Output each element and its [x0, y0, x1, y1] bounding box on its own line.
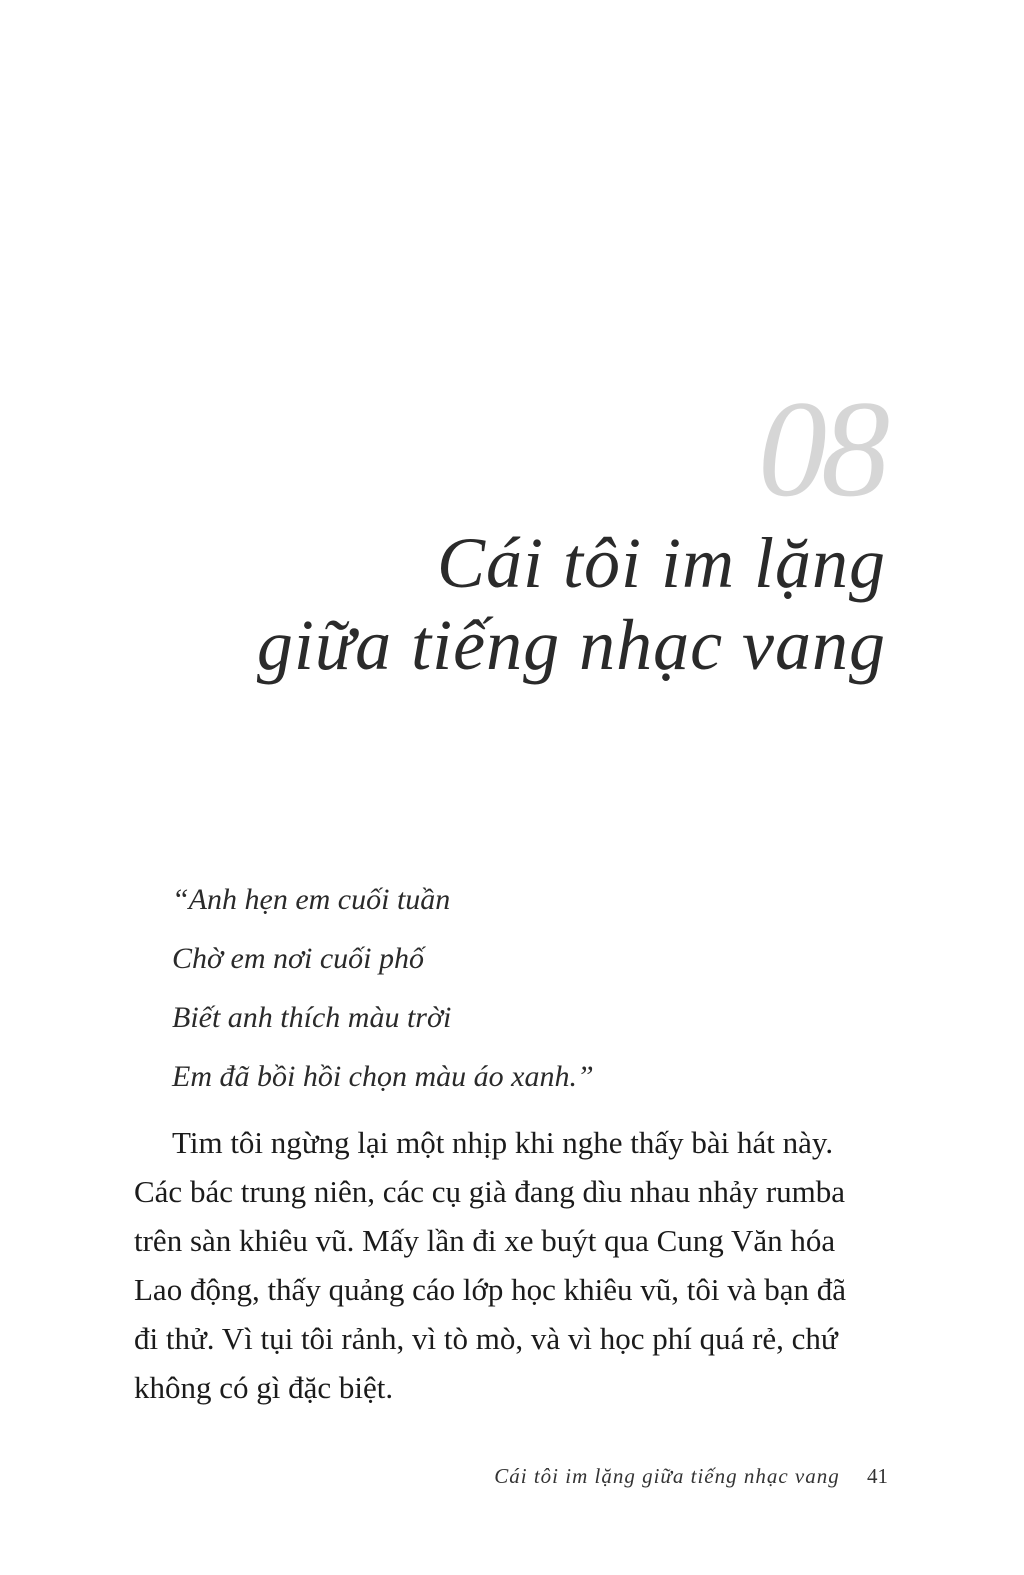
- epigraph-line: Chờ em nơi cuối phố: [172, 942, 424, 975]
- epigraph-line: Biết anh thích màu trời: [172, 1001, 452, 1034]
- body-line: đi thử. Vì tụi tôi rảnh, vì tò mò, và vì học phí quá rẻ, chứ: [134, 1321, 838, 1356]
- body-line: Tim tôi ngừng lại một nhịp khi nghe thấy bài hát này.: [172, 1125, 834, 1160]
- page-number: 41: [867, 1464, 888, 1488]
- chapter-title-line-2: giữa tiếng nhạc vang: [256, 605, 886, 685]
- chapter-number: 08: [758, 372, 884, 525]
- body-line: Lao động, thấy quảng cáo lớp học khiêu vũ, tôi và bạn đã: [134, 1272, 846, 1307]
- epigraph-line: “Anh hẹn em cuối tuần: [172, 883, 451, 916]
- chapter-title: [186, 522, 886, 686]
- body-line: không có gì đặc biệt.: [134, 1370, 394, 1405]
- body-paragraph: [134, 1118, 890, 1412]
- body-line: trên sàn khiêu vũ. Mấy lần đi xe buýt qua Cung Văn hóa: [134, 1223, 836, 1258]
- footer-running-title: Cái tôi im lặng giữa tiếng nhạc vang: [494, 1464, 840, 1488]
- epigraph-line: Em đã bồi hồi chọn màu áo xanh.”: [172, 1060, 594, 1093]
- chapter-title-line-1: Cái tôi im lặng: [436, 523, 886, 603]
- running-footer: [494, 1464, 888, 1489]
- epigraph: [172, 874, 892, 1110]
- body-line: Các bác trung niên, các cụ già đang dìu nhau nhảy rumba: [134, 1174, 846, 1209]
